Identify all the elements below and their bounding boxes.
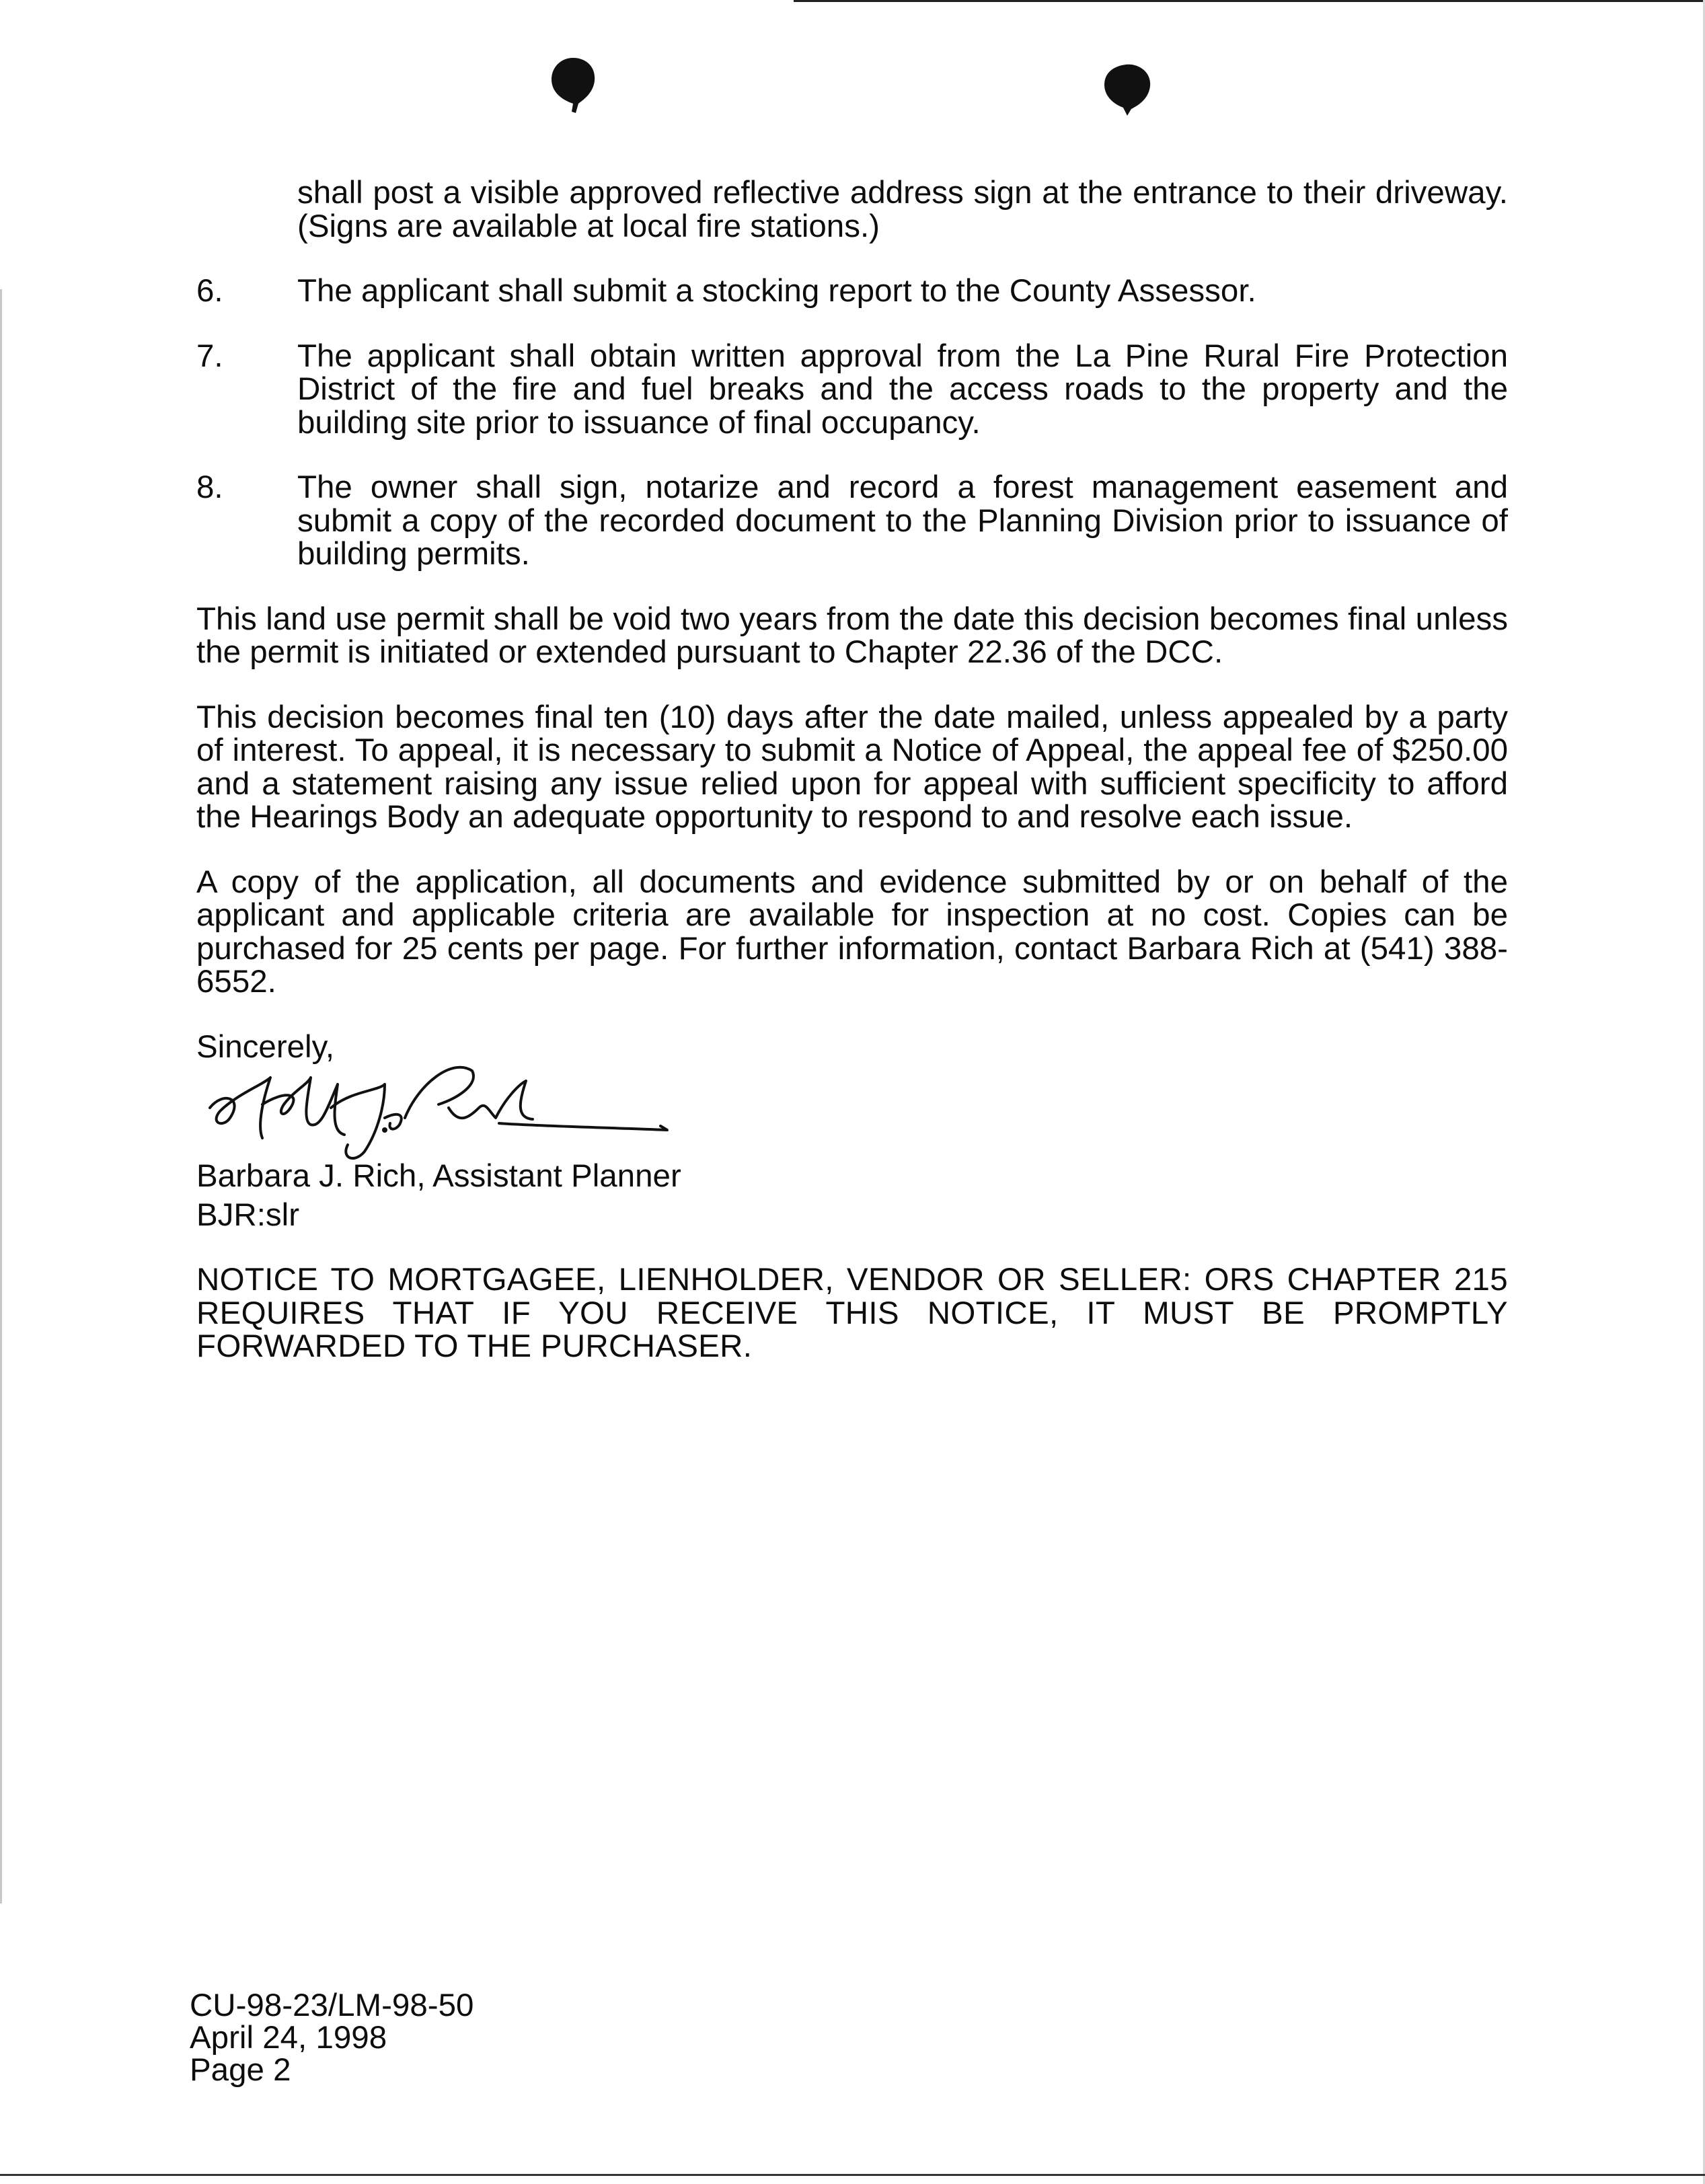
condition-text: The applicant shall submit a stocking report to the County Assessor.: [297, 273, 1256, 309]
appeal-paragraph: This decision becomes final ten (10) days after the date mailed, unless appealed by a party of interest. To appeal, it is necessary to submit a Notice of Appeal, the appeal fee of $250.00 and a statement raising any issue relied upon for appeal with sufficient specificity to afford the Hearings Body an adequate opportunity to respond to and resolve each issue.: [196, 699, 1508, 835]
condition-text: The applicant shall obtain written approval from the La Pine Rural Fire Protection District of the fire and fuel breaks and the access roads to the property and the building site prior to issuance of final occupancy.: [297, 338, 1508, 441]
punch-hole-right: [1100, 62, 1154, 122]
punch-hole-left: [546, 55, 600, 116]
salutation: Sincerely,: [196, 1028, 335, 1065]
condition-6: [196, 274, 1508, 308]
document-footer: [190, 1990, 473, 2086]
condition-number: 8.: [196, 469, 223, 505]
condition-7: [196, 340, 1508, 440]
scan-edge-bottom: [0, 2174, 1705, 2176]
permit-void-paragraph: This land use permit shall be void two years from the date this decision becomes final unless the permit is initiated or extended pursuant to Chapter 22.36 of the DCC.: [196, 601, 1508, 670]
mortgagee-notice: NOTICE TO MORTGAGEE, LIENHOLDER, VENDOR OR SELLER: ORS CHAPTER 215 REQUIRES THAT IF YOU RECEIVE THIS NOTICE, IT MUST BE PROMPTLY FORWARDED TO THE PURCHASER.: [196, 1262, 1508, 1364]
scan-edge-top: [794, 0, 1705, 2]
condition-text: The owner shall sign, notarize and record a forest management easement and submit a copy of the recorded document to the Planning Division prior to issuance of building permits.: [297, 469, 1508, 572]
condition-continuation: shall post a visible approved reflective address sign at the entrance to their driveway. (Signs are available at local fire stations.): [297, 175, 1508, 244]
inspection-paragraph: A copy of the application, all documents and evidence submitted by or on behalf of the applicant and applicable criteria are available for inspection at no cost. Copies can be purchased for 25 cents per page. For further information, contact Barbara Rich at (541) 388-6552.: [196, 864, 1508, 1000]
typist-initials: BJR:slr: [196, 1197, 300, 1233]
page-number: Page 2: [190, 2052, 291, 2088]
signer-name-title: Barbara J. Rich, Assistant Planner: [196, 1158, 681, 1194]
condition-8: [196, 471, 1508, 571]
letter-body: [196, 176, 1508, 1363]
condition-number: 7.: [196, 338, 223, 374]
condition-number: 6.: [196, 273, 223, 309]
document-date: April 24, 1998: [190, 2020, 387, 2056]
signature-block: [196, 1030, 1508, 1199]
scan-edge-left: [0, 289, 2, 1904]
file-number: CU-98-23/LM-98-50: [190, 1988, 474, 2023]
